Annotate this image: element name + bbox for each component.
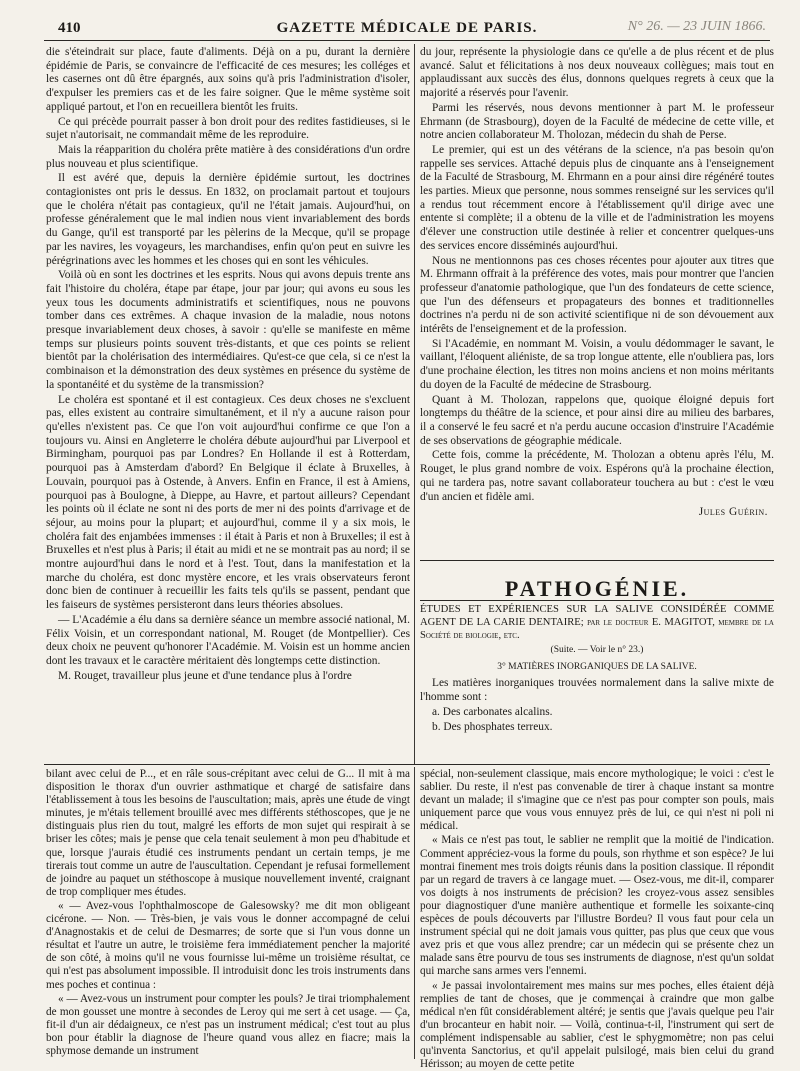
paragraph: « — Avez-vous un instrument pour compter les pouls? Je tirai triomphalement de mon gousset une montre à secondes de Leroy qui me sert à cet usage. — Ça, fit-il d'un air dédaigneux, ce n'est pas un instrument médical; c'est tout au plus bon pour établir la diagnose de l'heure quand vous allez en fiacre; mais la sphymose demande un instrument — [46, 993, 410, 1058]
list-item: b. Des phosphates terreux. — [420, 721, 774, 735]
column-4 — [420, 768, 774, 1058]
issue-stamp: N° 26. — 23 JUIN 1866. — [628, 19, 766, 35]
paragraph: Les matières inorganiques trouvées normalement dans la salive mixte de l'homme sont : — [420, 677, 774, 704]
paragraph: Cette fois, comme la précédente, M. Tholozan a obtenu après l'élu, M. Rouget, le plus grand nombre de voix. Espérons qu'à la prochaine élection, qui ne tardera pas, notre savant collaborateur touchera au but : c'est le vœu d'un ancien et fidèle ami. — [420, 449, 774, 504]
paragraph: Mais la réapparition du choléra prête matière à des considérations d'un ordre plus nouveau et plus scientifique. — [46, 144, 410, 171]
section-title: PATHOGÉNIE. — [420, 576, 774, 602]
paragraph: Voilà où en sont les doctrines et les esprits. Nous qui avons depuis trente ans fait l'histoire du choléra, étape par étape, jour par jour; qui avons eu sous les yeux tous les documents administratifs et scientifiques, nous ne pouvons tomber dans ces extrêmes. A chaque invasion de la maladie, nous notons presque invariablement deux choses, à savoir : qu'elle se manifeste en même temps sur plusieurs points souvent très-distants, et que ces points se relient bientôt par la cholérisation des intermédiaires. Qu'est-ce que cela, si ce n'est la combinaison et la démonstration des deux systèmes en présence du système de la spontanéité et du système de la transmission? — [46, 269, 410, 392]
section-rule-bottom — [420, 600, 774, 601]
paragraph: Le premier, qui est un des vétérans de la science, n'a pas besoin qu'on rappelle ses services. Attaché depuis plus de cinquante ans à l'enseignement de la Faculté de Strasbourg, M. Ehrmann en a pour ainsi dire régénéré toutes les parties. Mieux que personne, nous sommes renseigné sur les services qu'il a rendus tout récemment encore à l'établissement qu'il dirige avec une entente si complète; il a obtenu de la ville et de l'administration les moyens d'élever une construction utile destinée à relier et concentrer quelques-uns des services encore disséminés aujourd'hui. — [420, 144, 774, 254]
author-signature: Jules Guérin. — [420, 506, 768, 520]
paragraph: spécial, non-seulement classique, mais encore mythologique; le voici : c'est le sablier. Du reste, il n'est pas convenable de tirer à chaque instant sa montre devant un malade; il s'imagine que ce n'est pas pour compter son pouls, mais uniquement parce que vous vous ennuyez près de lui, ce qui n'est ni poli ni médical. — [420, 768, 774, 833]
column-3 — [46, 768, 410, 1058]
paragraph: M. Rouget, travailleur plus jeune et d'une tendance plus à l'ordre — [46, 670, 410, 684]
paragraph: Nous ne mentionnons pas ces choses récentes pour ajouter aux titres que M. Ehrmann offrait à la préférence des votes, mais pour montrer que l'ancien professeur d'anatomie pathologique, que l'un des fondateurs de cette science, que l'un des défenseurs et propagateurs des bonnes et traditionnelles doctrines n'a perdu ni de son activité scientifique ni de son dévouement aux intérêts de l'enseignement et de la profession. — [420, 255, 774, 337]
suite-note: (Suite. — Voir le n° 23.) — [420, 644, 774, 658]
paragraph: — L'Académie a élu dans sa dernière séance un membre associé national, M. Félix Voisin, et un correspondant national, M. Rouget (de Montpellier). Ces deux choix ne peuvent qu'honorer l'Académie. M. Voisin est un homme ancien dont les travaux et le caractère méritaient dès longtemps cette distinction. — [46, 614, 410, 669]
paragraph: bilant avec celui de P..., et en râle sous-crépitant avec celui de G... Il mit à ma disposition le thorax d'un ouvrier asthmatique et chargé de satisfaire dans l'établissement à tous les besoins de l'auscultation; mais, après une étude de vingt minutes, je m'étais tellement brouillé avec mes différents stéthoscopes, que je ne distinguais plus rien du tout, malgré les efforts de mon sujet qui respirait à se briser les côtes; mais je pense que cela tenait seulement à mon peu d'habitude et que, lorsque j'aurais étudié ces instruments pendant un certain temps, je me tirerais tout comme un autre de l'auscultation. Cependant je refusai formellement de joindre au paquet un stéthoscope à musique nouvellement inventé, craignant de trop compliquer mes études. — [46, 768, 410, 899]
paragraph: « Mais ce n'est pas tout, le sablier ne remplit que la moitié de l'indication. Comment appréciez-vous la forme du pouls, son rhythme et son espèce? Je lui montrai finement mes trois doigts réunis dans la position classique. Il répondit par un regard de travers à ce langage muet. — Osez-vous, me dit-il, comparer vos doigts à nos instruments de précision? les croyez-vous assez sensibles pour diagnostiquer d'une manière authentique et formelle les soixante-cinq espèces de pouls découverts par l'illustre Bordeu? Il vous faut pour cela un instrument spécial qui ne doit jamais vous quitter, pas plus que ceux que vous avez pris et que vous allez prendre; car un médecin qui se présente chez un malade sans être pourvu de tous ses instruments de diagnose, n'est qu'un soldat qui marche sans armes vers l'ennemi. — [420, 834, 774, 978]
paragraph: Il est avéré que, depuis la dernière épidémie surtout, les doctrines contagionistes ont pris le dessus. En 1832, on proclamait partout et toujours que le choléra n'était pas contagieux, qu'il ne l'était jamais. Aujourd'hui, on professe généralement que le mal indien nous vient invariablement des bords du Gange, qu'il est transporté par les pèlerins de la Mecque, qu'il se propage par les navires, les voyageurs, les marchandises, enfin qu'on peut en suivre les pérégrinations avec les hommes et les choses qui en sont les véhicules. — [46, 172, 410, 268]
paragraph: Quant à M. Tholozan, rappelons que, quoique éloigné depuis fort longtemps du théâtre de la science, et pour ainsi dire au milieu des barbares, il a conservé le feu sacré et n'a perdu aucune occasion d'instruire l'Académie de ses observations de géographie médicale. — [420, 394, 774, 449]
page-header — [44, 18, 770, 42]
paragraph: Le choléra est spontané et il est contagieux. Ces deux choses ne s'excluent pas, elles existent au contraire simultanément, et il n'y a aucune raison pour qu'elles n'existent pas. Ce que l'on voit aujourd'hui confirme ce que l'on a toujours vu. Ainsi en Angleterre le choléra débute aujourd'hui par Liverpool et Birmingham, pourquoi pas par Londres? En Hollande il est à Rotterdam, pourquoi pas à Amsterdam d'abord? En Belgique il éclate à Bruxelles, à Louvain, pourquoi pas à Ostende, à Anvers. Enfin en France, il est à Amiens, pourquoi pas à Boulogne, à Dieppe, au Havre, et partout ailleurs? Cependant les points où il éclate ne sont ni des ports de mer ni des points d'arrivage et de séjour, au moins pour la plupart; et aujourd'hui, comme il y a six mois, le choléra fait des enjambées immenses : il était à Paris et non à Bruxelles; il est à Bruxelles et n'est plus à Paris; il était au midi et ne se montrait pas au nord; il se montre aujourd'hui dans le nord et à l'est. Tout, dans la manifestation et la marche du choléra, est donc mystère encore, et les vrais observateurs feront donc bien de continuer à recueillir les faits tels qu'ils se passent, pendant que les faiseurs de systèmes persisteront dans leurs théories absolues. — [46, 394, 410, 613]
section-rule-top — [420, 560, 774, 561]
list-item: a. Des carbonates alcalins. — [420, 706, 774, 720]
paragraph: Ce qui précède pourrait passer à bon droit pour des redites fastidieuses, si le sujet n'autorisait, ne commandait même de les reproduire. — [46, 116, 410, 143]
section-divider — [44, 764, 770, 765]
paragraph: « Je passai involontairement mes mains sur mes poches, elles étaient déjà remplies de tant de choses, que je commençai à craindre que mon galbe médical n'en fût considérablement altéré; je sentis que j'avais quelque peu l'air d'un brocanteur en habit noir. — Voilà, continua-t-il, l'instrument qui sert de complément indispensable au sablier, c'est le sphygmomètre; non pas celui qu'inventa Sanctorius, et qu'il appelait pulsilogé, mais bien celui du grand Hérisson; au moyen de cette petite — [420, 980, 774, 1071]
page-number: 410 — [58, 20, 81, 37]
subheading: 3° MATIÈRES INORGANIQUES DE LA SALIVE. — [420, 661, 774, 675]
paragraph: Parmi les réservés, nous devons mentionner à part M. le professeur Ehrmann (de Strasbourg), doyen de la Faculté de médecine de cette ville, et notre ancien collaborateur M. Tholozan, médecin du shah de Perse. — [420, 102, 774, 143]
column-1 — [46, 46, 410, 761]
section-body — [420, 603, 774, 761]
paragraph: « — Avez-vous l'ophthalmoscope de Galesowsky? me dit mon obligeant cicérone. — Non. — Très-bien, je vais vous le donner accompagné de celui d'Anagnostakis et de celui de Desmarres; de sorte que si l'un vous donne un résultat et l'autre un autre, le troisième fera immédiatement pencher la majorité de son côté, à moins qu'il ne vous fournisse lui-même un troisième résultat, ce qui n'est pas absolument impossible. Il introduisit donc les trois instruments dans mes poches et continua : — [46, 900, 410, 992]
paragraph: Si l'Académie, en nommant M. Voisin, a voulu dédommager le savant, le vaillant, l'éloquent aliéniste, de sa trop longue attente, elle n'oubliera pas, lors d'une prochaine élection, les titres non moins anciens et non moins méritants du doyen de la Faculté de médecine de Strasbourg. — [420, 338, 774, 393]
journal-title: GAZETTE MÉDICALE DE PARIS. — [44, 20, 770, 37]
column-2 — [420, 46, 774, 551]
section-header — [420, 570, 774, 602]
article-subtitle: ÉTUDES ET EXPÉRIENCES SUR LA SALIVE CONSIDÉRÉE COMME AGENT DE LA CARIE DENTAIRE; par le docteur E. MAGITOT, membre de la Société de biologie, etc. — [420, 603, 774, 642]
column-divider-bottom — [414, 767, 415, 1059]
paragraph: die s'éteindrait sur place, faute d'aliments. Déjà on a pu, durant la dernière épidémie de Paris, se convaincre de l'efficacité de ces mesures; les colléges et les casernes ont dû être épargnés, aux soins qu'à pris l'administration d'isoler, d'expulser les premiers cas et de les faire soigner. Que le même système soit appliqué partout, et l'on en recueillera bientôt les fruits. — [46, 46, 410, 115]
paragraph: du jour, représente la physiologie dans ce qu'elle a de plus récent et de plus avancé. Salut et félicitations à nos deux nouveaux collègues; mais tout en applaudissant aux succès des élus, donnons quelques regrets à ceux que la majorité a réservés pour l'avenir. — [420, 46, 774, 101]
header-rule — [44, 40, 770, 41]
column-divider-top — [414, 44, 415, 764]
